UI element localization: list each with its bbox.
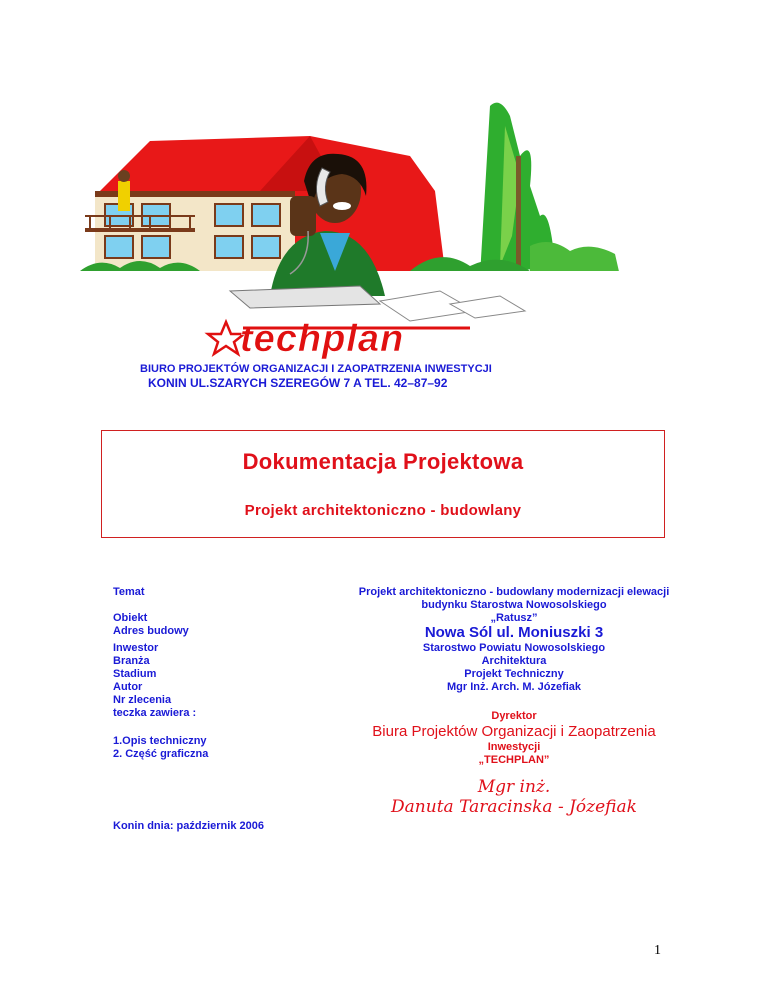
logo-line-1: BIURO PROJEKTÓW ORGANIZACJI I ZAOPATRZENIA INWESTYCJI bbox=[140, 363, 492, 375]
document-title: Dokumentacja Projektowa bbox=[242, 449, 524, 474]
label-temat: Temat bbox=[113, 586, 145, 598]
title-box bbox=[101, 430, 665, 538]
value-techplan: „TECHPLAN” bbox=[478, 754, 550, 766]
techplan-wordmark bbox=[208, 318, 470, 360]
value-stadium: Projekt Techniczny bbox=[464, 668, 564, 680]
value-dyrektor: Dyrektor bbox=[491, 710, 537, 722]
label-obiekt: Obiekt bbox=[113, 612, 148, 624]
value-biura: Biura Projektów Organizacji i Zaopatrzenia bbox=[372, 723, 656, 740]
value-temat-2: budynku Starostwa Nowosolskiego bbox=[421, 599, 607, 611]
date-line: Konin dnia: październik 2006 bbox=[113, 820, 264, 832]
value-inwestor: Starostwo Powiatu Nowosolskiego bbox=[422, 642, 606, 654]
value-adres: Nowa Sól ul. Moniuszki 3 bbox=[424, 624, 604, 641]
signature-title: Mgr inż. bbox=[477, 777, 551, 797]
value-temat-3: „Ratusz” bbox=[490, 612, 538, 624]
value-autor: Mgr Inż. Arch. M. Józefiak bbox=[446, 681, 582, 693]
label-nr-zlecenia: Nr zlecenia bbox=[113, 694, 172, 706]
label-inwestor: Inwestor bbox=[113, 642, 159, 654]
label-czesc: 2. Część graficzna bbox=[113, 748, 209, 760]
techplan-logo bbox=[80, 96, 620, 396]
page-number: 1 bbox=[654, 943, 661, 958]
label-teczka: teczka zawiera : bbox=[113, 707, 197, 719]
label-opis: 1.Opis techniczny bbox=[113, 735, 207, 747]
label-adres: Adres budowy bbox=[113, 625, 189, 637]
label-branza: Branża bbox=[113, 655, 150, 667]
value-branza: Architektura bbox=[481, 655, 547, 667]
document-subtitle: Projekt architektoniczno - budowlany bbox=[244, 502, 522, 519]
signature-name: Danuta Taracinska - Józefiak bbox=[391, 797, 637, 817]
label-autor: Autor bbox=[113, 681, 143, 693]
value-inwestycji: Inwestycji bbox=[487, 741, 541, 753]
value-temat-1: Projekt architektoniczno - budowlany modernizacji elewacji bbox=[358, 586, 670, 598]
label-stadium: Stadium bbox=[113, 668, 157, 680]
brand-text: techplan bbox=[240, 318, 405, 360]
logo-line-2: KONIN UL.SZARYCH SZEREGÓW 7 A TEL. 42–87–92 bbox=[148, 376, 448, 390]
